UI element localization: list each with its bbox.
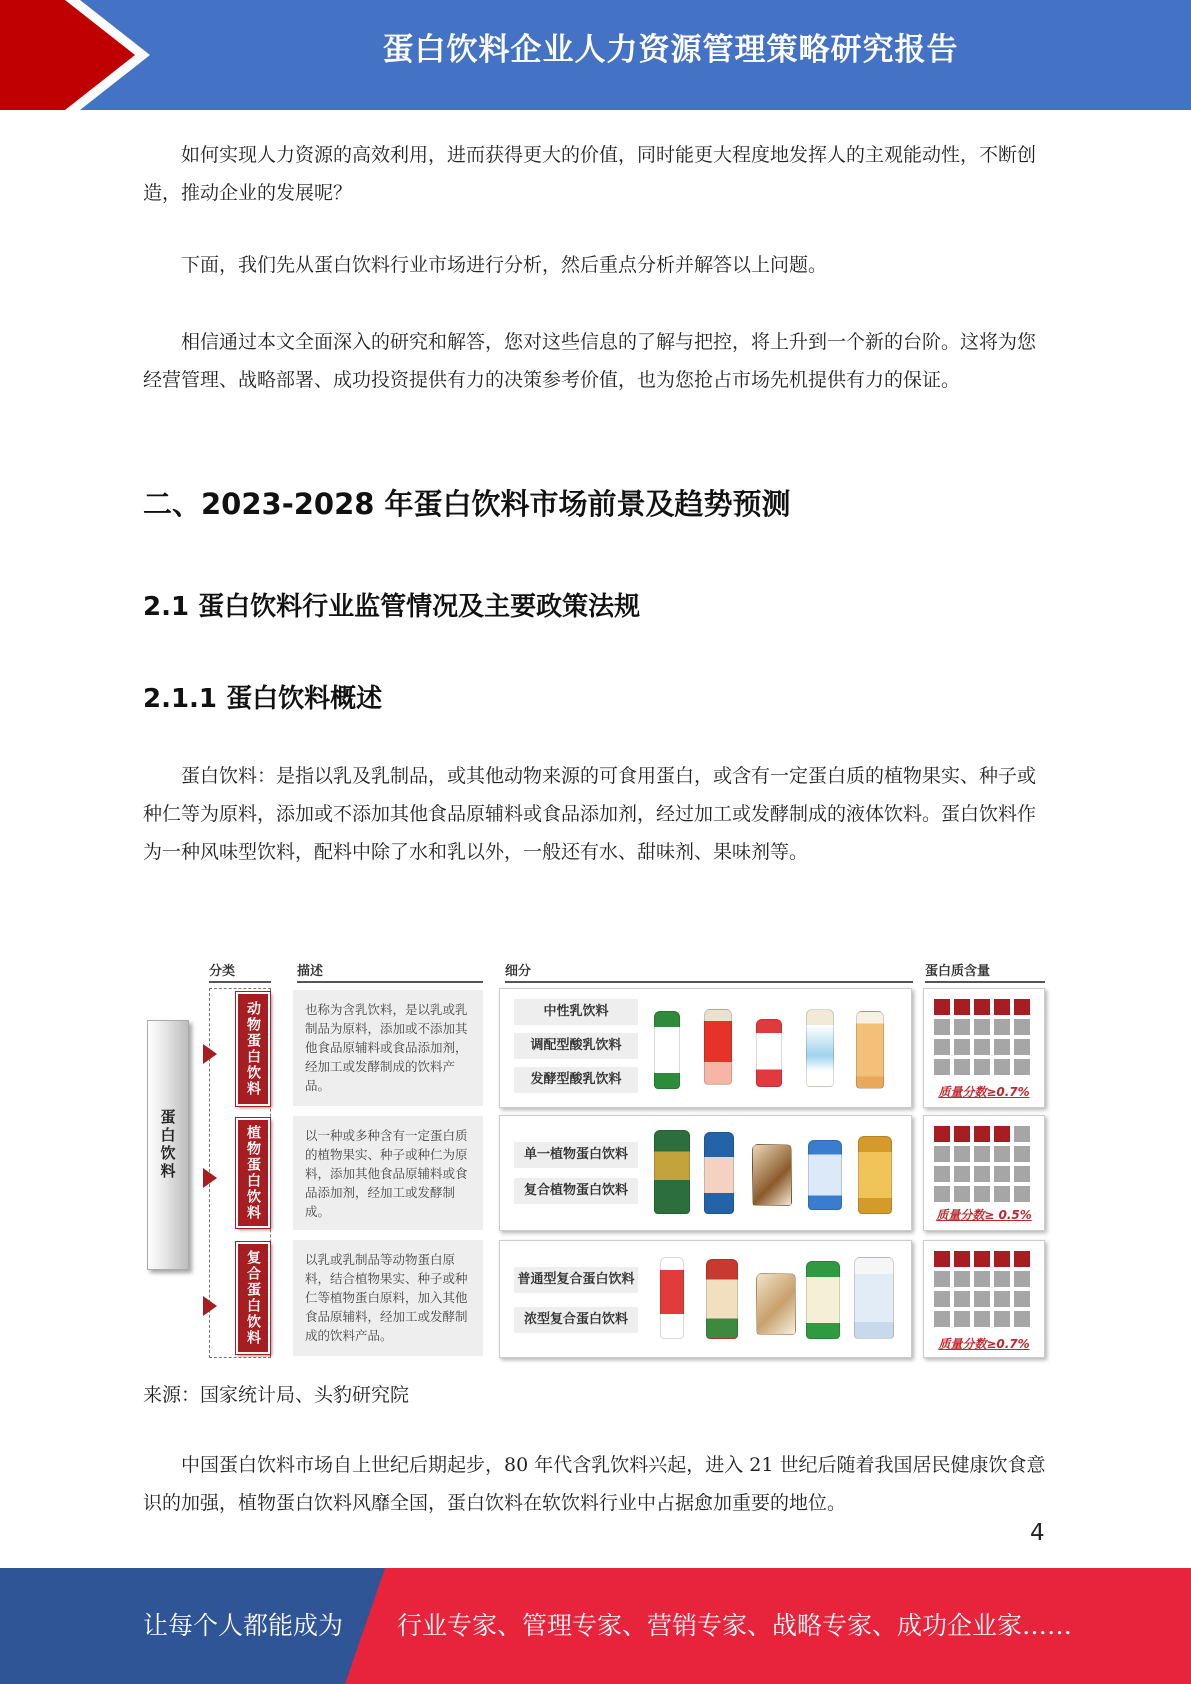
product-image xyxy=(858,1136,892,1214)
product-image xyxy=(704,1009,732,1085)
subdivision-animal xyxy=(499,988,912,1108)
protein-grid xyxy=(934,999,1030,1075)
paragraph-3: 相信通过本文全面深入的研究和解答，您对这些信息的了解与把控，将上升到一个新的台阶。这将为您经营管理、战略部署、成功投资提供有力的决策参考价值，也为您抢占市场先机提供有力的保证。 xyxy=(143,331,1037,391)
footer-slogan-right: 行业专家、管理专家、营销专家、战略专家、成功企业家…… xyxy=(397,1611,1073,1640)
subsection-heading: 2.1 蛋白饮料行业监管情况及主要政策法规 xyxy=(143,592,641,622)
category-animal xyxy=(236,992,270,1106)
protein-square xyxy=(954,1186,970,1202)
arrow-icon xyxy=(203,1296,217,1316)
paragraph-2: 下面，我们先从蛋白饮料行业市场进行分析，然后重点分析并解答以上问题。 xyxy=(181,254,828,276)
category-plant xyxy=(236,1118,270,1228)
protein-square xyxy=(974,1059,990,1075)
category-label: 植物蛋白饮料 xyxy=(245,1125,261,1221)
protein-square xyxy=(934,1311,950,1327)
paragraph-5: 中国蛋白饮料市场自上世纪后期起步，80 年代含乳饮料兴起，进入 21 世纪后随着我国居民健康饮食意识的加强，植物蛋白饮料风靡全国，蛋白饮料在软饮料行业中占据愈加重要的地位。 xyxy=(143,1454,1046,1514)
protein-square xyxy=(994,1039,1010,1055)
protein-square xyxy=(1014,1059,1030,1075)
figure-source: 来源：国家统计局、头豹研究院 xyxy=(143,1384,410,1406)
product-image xyxy=(704,1132,734,1214)
product-image xyxy=(756,1019,782,1087)
protein-square xyxy=(994,1291,1010,1307)
protein-square xyxy=(994,1311,1010,1327)
protein-square xyxy=(994,1019,1010,1035)
paragraph-1: 如何实现人力资源的高效利用，进而获得更大的价值，同时能更大程度地发挥人的主观能动性，不断创造，推动企业的发展呢？ xyxy=(143,144,1037,204)
product-image xyxy=(854,1257,894,1339)
description-plant: 以一种或多种含有一定蛋白质的植物果实、种子或种仁为原料，添加其他食品原辅料或食品添加剂，经加工或发酵制成。 xyxy=(293,1116,483,1230)
subdivision-plant xyxy=(499,1115,912,1231)
subsubsection-heading: 2.1.1 蛋白饮料概述 xyxy=(143,684,383,714)
protein-square xyxy=(994,1059,1010,1075)
protein-square xyxy=(934,1186,950,1202)
protein-square xyxy=(934,1019,950,1035)
section-heading: 二、2023-2028 年蛋白饮料市场前景及趋势预测 xyxy=(143,487,791,521)
protein-square xyxy=(934,1271,950,1287)
protein-square xyxy=(994,1146,1010,1162)
header-red-arrow-icon xyxy=(0,0,150,110)
protein-square xyxy=(954,1126,970,1142)
protein-content-compound xyxy=(923,1240,1045,1358)
header-title: 蛋白饮料企业人力资源管理策略研究报告 xyxy=(382,32,959,68)
sub-label: 单一植物蛋白饮料 xyxy=(514,1142,638,1168)
protein-square xyxy=(954,1019,970,1035)
protein-square xyxy=(1014,1291,1030,1307)
protein-square xyxy=(954,1039,970,1055)
sub-label: 普通型复合蛋白饮料 xyxy=(514,1267,638,1293)
protein-square xyxy=(954,1251,970,1267)
protein-square xyxy=(974,1146,990,1162)
protein-square xyxy=(974,1271,990,1287)
description-animal: 也称为含乳饮料，是以乳或乳制品为原料，添加或不添加其他食品原辅料或食品添加剂，经加工或发酵制成的饮料产品。 xyxy=(293,990,483,1106)
product-image xyxy=(806,1009,834,1087)
protein-square xyxy=(994,1271,1010,1287)
protein-value: 质量分数≥ 0.5% xyxy=(936,1208,1032,1222)
protein-square xyxy=(1014,1019,1030,1035)
protein-square xyxy=(1014,1126,1030,1142)
protein-square xyxy=(1014,1146,1030,1162)
category-label: 复合蛋白饮料 xyxy=(245,1250,261,1346)
protein-square xyxy=(994,999,1010,1015)
product-image xyxy=(808,1140,842,1210)
protein-square xyxy=(974,1019,990,1035)
main-category-bar xyxy=(147,1020,189,1270)
col-header-description: 描述 xyxy=(297,960,483,983)
protein-square xyxy=(974,1039,990,1055)
protein-value: 质量分数≥0.7% xyxy=(938,1337,1030,1351)
protein-square xyxy=(974,1166,990,1182)
protein-square xyxy=(954,1166,970,1182)
protein-square xyxy=(994,1126,1010,1142)
protein-square xyxy=(954,1311,970,1327)
protein-square xyxy=(1014,1271,1030,1287)
protein-square xyxy=(954,1146,970,1162)
protein-square xyxy=(974,999,990,1015)
protein-square xyxy=(974,1291,990,1307)
sub-label: 浓型复合蛋白饮料 xyxy=(514,1307,638,1333)
protein-square xyxy=(934,1126,950,1142)
protein-content-plant xyxy=(923,1115,1045,1231)
protein-square xyxy=(974,1311,990,1327)
main-category-label: 蛋白饮料 xyxy=(158,1109,177,1181)
protein-square xyxy=(1014,1251,1030,1267)
protein-square xyxy=(954,1059,970,1075)
protein-value: 质量分数≥0.7% xyxy=(938,1085,1030,1099)
description-compound: 以乳或乳制品等动物蛋白原料，结合植物果实、种子或种仁等植物蛋白原料，加入其他食品原辅料，经加工或发酵制成的饮料产品。 xyxy=(293,1240,483,1356)
col-header-subdivision: 细分 xyxy=(505,960,913,983)
protein-square xyxy=(954,999,970,1015)
protein-square xyxy=(1014,999,1030,1015)
protein-square xyxy=(1014,1039,1030,1055)
arrow-icon xyxy=(203,1044,217,1064)
footer-slogan-left: 让每个人都能成为 xyxy=(143,1611,344,1640)
paragraph-4: 蛋白饮料：是指以乳及乳制品，或其他动物来源的可食用蛋白，或含有一定蛋白质的植物果实、种子或种仁等为原料，添加或不添加其他食品原辅料或食品添加剂，经过加工或发酵制成的液体饮料。蛋白饮料作为一种风味型饮料，配料中除了水和乳以外，一般还有水、甜味剂、果味剂等。 xyxy=(143,765,1037,863)
product-image xyxy=(654,1011,680,1089)
col-header-category: 分类 xyxy=(209,960,271,983)
protein-square xyxy=(1014,1311,1030,1327)
sub-label: 发酵型酸乳饮料 xyxy=(514,1067,638,1093)
arrow-icon xyxy=(203,1168,217,1188)
protein-beverage-classification-figure xyxy=(143,960,1048,1365)
protein-square xyxy=(994,1166,1010,1182)
product-image xyxy=(856,1011,884,1089)
page-header xyxy=(0,0,1191,110)
product-image xyxy=(706,1259,738,1339)
category-label: 动物蛋白饮料 xyxy=(245,1001,261,1097)
protein-grid xyxy=(934,1251,1030,1327)
protein-square xyxy=(934,1039,950,1055)
product-image xyxy=(752,1144,792,1206)
protein-square xyxy=(934,1291,950,1307)
protein-square xyxy=(934,1059,950,1075)
protein-square xyxy=(994,1186,1010,1202)
protein-square xyxy=(974,1186,990,1202)
protein-grid xyxy=(934,1126,1030,1202)
protein-square xyxy=(934,1251,950,1267)
protein-square xyxy=(934,999,950,1015)
protein-square xyxy=(954,1271,970,1287)
page-footer xyxy=(0,1568,1191,1684)
col-header-protein: 蛋白质含量 xyxy=(925,960,1045,983)
protein-square xyxy=(994,1251,1010,1267)
sub-label: 复合植物蛋白饮料 xyxy=(514,1178,638,1204)
subdivision-compound xyxy=(499,1240,912,1358)
page-number: 4 xyxy=(1030,1520,1045,1546)
protein-square xyxy=(1014,1166,1030,1182)
protein-square xyxy=(934,1166,950,1182)
protein-square xyxy=(1014,1186,1030,1202)
protein-square xyxy=(974,1126,990,1142)
protein-content-animal xyxy=(923,988,1045,1108)
product-image xyxy=(654,1130,690,1214)
product-image xyxy=(660,1257,684,1339)
protein-square xyxy=(934,1146,950,1162)
sub-label: 调配型酸乳饮料 xyxy=(514,1033,638,1059)
product-image xyxy=(806,1261,840,1339)
sub-label: 中性乳饮料 xyxy=(514,999,638,1025)
protein-square xyxy=(954,1291,970,1307)
category-compound xyxy=(236,1242,270,1354)
product-image xyxy=(756,1273,796,1335)
protein-square xyxy=(974,1251,990,1267)
